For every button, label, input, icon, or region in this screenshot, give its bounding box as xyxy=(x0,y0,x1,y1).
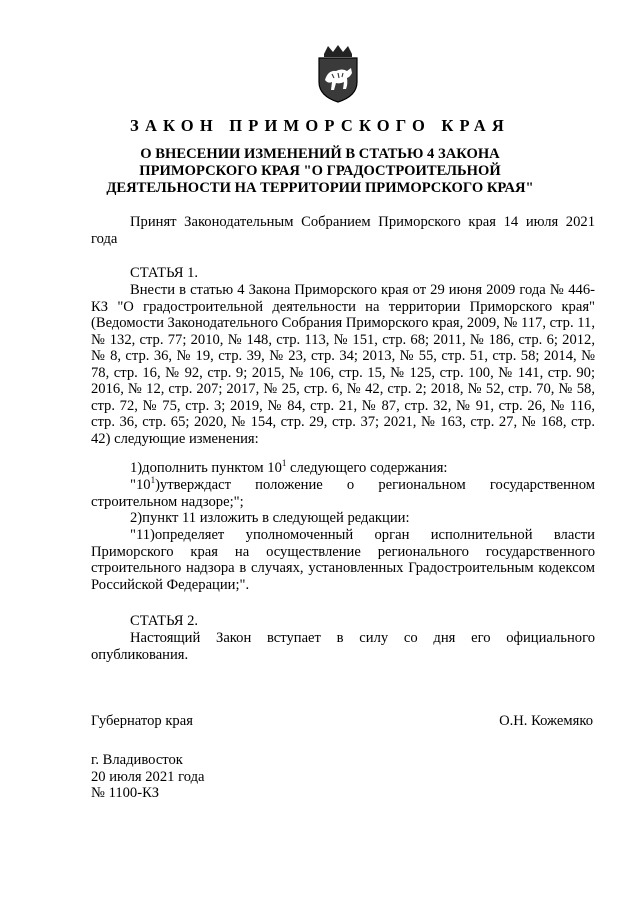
signature-block xyxy=(91,713,595,730)
footer-date: 20 июля 2021 года xyxy=(91,768,205,785)
article-1-body: Внести в статью 4 Закона Приморского края от 29 июня 2009 года № 446-КЗ "О градостроительной деятельности на территории Приморского края" (Ведомости Законодательного Собрания Приморского края, 2009, № 117, стр. 11, № 132, стр. 77; 2010, № 148, стр. 113, № 151, стр. 68; 2011, № 186, стр. 6; 2012, № 8, стр. 36, № 19, стр. 39, № 23, стр. 34; 2013, № 55, стр. 51, стр. 58; 2014, № 78, стр. 16, № 92, стр. 9; 2015, № 106, стр. 15, № 125, стр. 100, № 141, стр. 90; 2016, № 12, стр. 207; 2017, № 25, стр. 6, № 42, стр. 2; 2018, № 52, стр. 70, № 58, стр. 72, № 75, стр. 3; 2019, № 84, стр. 21, № 87, стр. 32, № 91, стр. 26, № 116, стр. 36, стр. 65; 2020, № 154, стр. 29, стр. 37; 2021, № 163, стр. 27, № 168, стр. 42) следующие изменения: xyxy=(91,282,595,447)
article-1-item-1: 1)дополнить пунктом $10^1$ следующего содержания: xyxy=(130,458,448,476)
subtitle-line-1: О ВНЕСЕНИИ ИЗМЕНЕНИЙ В СТАТЬЮ 4 ЗАКОНА xyxy=(140,146,500,162)
adoption-note: Принят Законодательным Собранием Приморского края 14 июля 2021 года xyxy=(91,214,595,247)
article-1-item-2: 2)пункт 11 изложить в следующей редакции: xyxy=(130,510,410,526)
subtitle-line-2: ПРИМОРСКОГО КРАЯ "О ГРАДОСТРОИТЕЛЬНОЙ xyxy=(139,163,501,179)
article-1-heading: СТАТЬЯ 1. xyxy=(130,265,199,281)
article-2-heading: СТАТЬЯ 2. xyxy=(130,613,199,629)
article-1-item-2-quote: "11)определяет уполномоченный орган исполнительной власти Приморского края на осуществление регионального государственного строительного надзора в случаях, установленных Градостроительным кодексом Российской Федерации;". xyxy=(91,527,595,593)
law-title: ЗАКОН ПРИМОРСКОГО КРАЯ xyxy=(130,116,510,135)
signatory-name: О.Н. Кожемяко xyxy=(499,713,593,729)
article-1-item-1-quote: "$10^1)утверждаст$ положение о региональном государственном строительном надзоре;"; xyxy=(91,475,595,510)
footer-city: г. Владивосток xyxy=(91,752,183,768)
footer-number: № 1100-КЗ xyxy=(91,785,160,801)
primorye-coat-of-arms-icon xyxy=(314,44,362,104)
article-2-body: Настоящий Закон вступает в силу со дня его официального опубликования. xyxy=(91,630,595,663)
signatory-position: Губернатор края xyxy=(91,713,193,729)
subtitle-line-3: ДЕЯТЕЛЬНОСТИ НА ТЕРРИТОРИИ ПРИМОРСКОГО КРАЯ" xyxy=(106,180,534,196)
law-subtitle xyxy=(100,146,540,197)
footer-block xyxy=(91,752,595,802)
